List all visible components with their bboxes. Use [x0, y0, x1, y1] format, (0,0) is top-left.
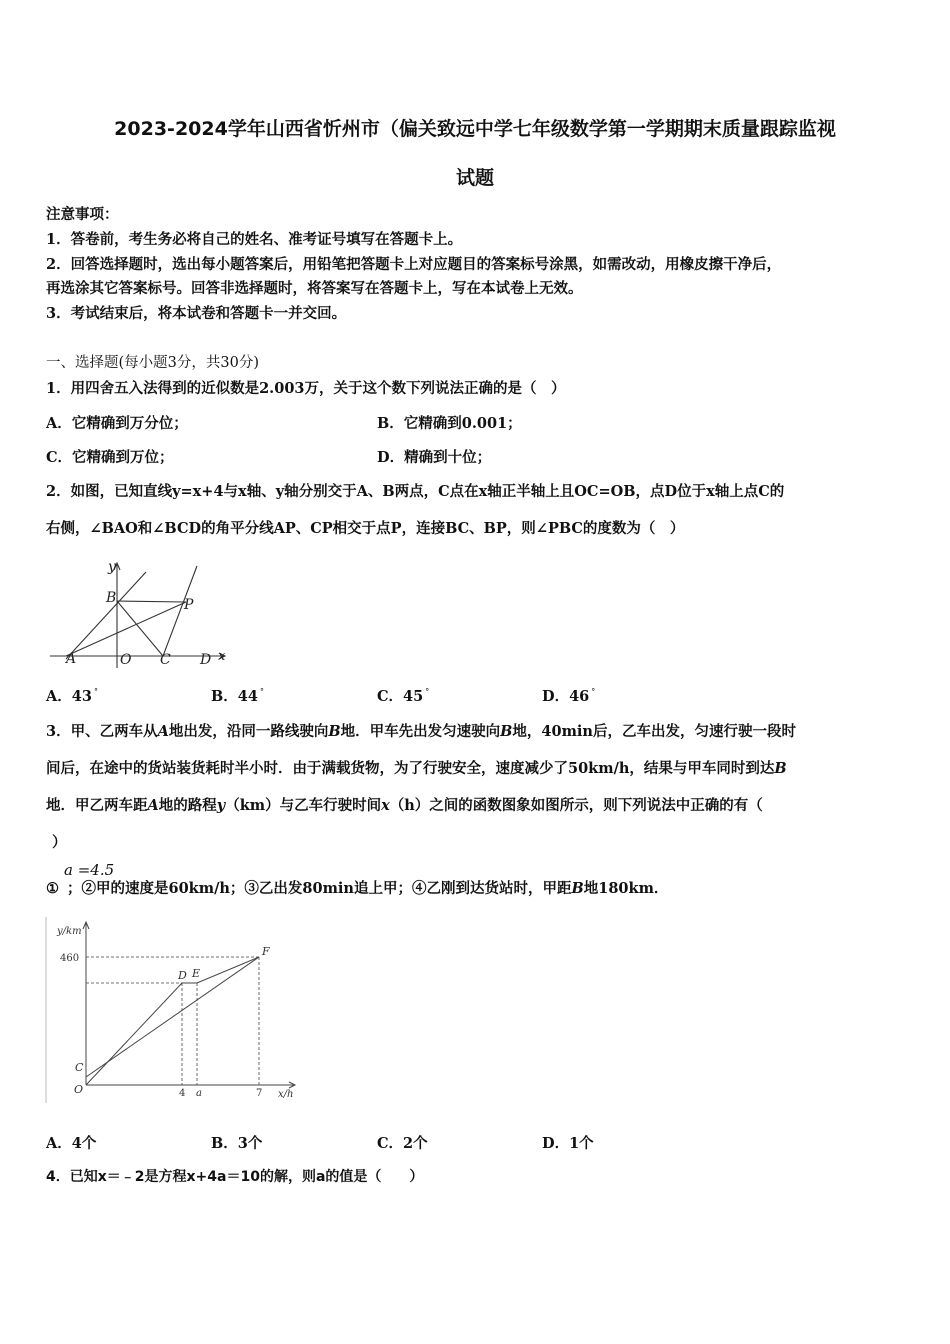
q2-label-a: A: [66, 651, 77, 667]
q2-option-a: A．43 °: [46, 687, 98, 705]
q2-option-d: D．46 °: [542, 687, 596, 705]
q2-stem-cont: 右侧，∠BAO和∠BCD的角平分线AP、CP相交于点P，连接BC、BP，则∠PBC的度数为（ ）: [46, 520, 685, 537]
q3-statements: ① ；②甲的速度是60km/h；③乙出发80min追上甲；④乙刚到达货站时，甲距B地180km．: [46, 880, 669, 897]
q2-segment-ap: [66, 602, 186, 656]
q2-label-o: O: [120, 652, 132, 668]
q2-line-ab: [66, 572, 146, 659]
q2-label-p: P: [184, 597, 194, 613]
page-title: 2023-2024学年山西省忻州市（偏关致远中学七年级数学第一学期期末质量跟踪监视: [114, 118, 836, 140]
q3-label-e: E: [192, 967, 201, 980]
q3-label-d: D: [178, 969, 187, 982]
degree-mark: °: [591, 687, 596, 696]
degree-mark: °: [259, 687, 264, 696]
q1-stem: 1．用四舍五入法得到的近似数是2.003万，关于这个数下列说法正确的是（ ）: [46, 380, 566, 397]
notice-item-3: 3．考试结束后，将本试卷和答题卡一并交回。: [46, 305, 347, 322]
q2-segment-bp: [117, 601, 186, 602]
q2-stem: 2．如图，已知直线y=x+4与x轴、y轴分别交于A、B两点，C点在x轴正半轴上且OC=OB，点D位于x轴上点C的: [46, 483, 785, 500]
q3-option-a: A．4个: [46, 1135, 97, 1152]
q3-option-d: D．1个: [542, 1135, 594, 1152]
q3-label-f: F: [262, 945, 270, 958]
notice-item-2-cont: 再选涂其它答案标号。回答非选择题时，将答案写在答题卡上，写在本试卷上无效。: [46, 280, 583, 297]
q3-stem-line-2: 间后，在途中的货站装货耗时半小时．由于满载货物，为了行驶安全，速度减少了50km/h，结果与甲车同时到达B: [46, 760, 787, 777]
q2-figure: [46, 556, 236, 671]
q3-tick-a: a: [196, 1088, 202, 1099]
notice-item-2: 2．回答选择题时，选出每小题答案后，用铅笔把答题卡上对应题目的答案标号涂黑，如需改动，用橡皮擦干净后，: [46, 256, 782, 273]
page-title-cont: 试题: [455, 167, 494, 189]
q3-line-yi: [86, 957, 259, 1085]
q3-formula: a =4.5: [64, 861, 115, 879]
q3-tick-4: 4: [179, 1088, 186, 1099]
q1-option-a: A．它精确到万分位；: [46, 415, 188, 432]
q3-tick-7: 7: [256, 1088, 263, 1099]
q3-label-c: C: [75, 1061, 84, 1074]
q3-line-jia: [86, 957, 259, 1077]
q2-segment-bc: [117, 601, 163, 656]
q2-option-b: B．44 °: [211, 687, 264, 705]
q2-label-c: C: [160, 652, 171, 668]
q2-label-x: x: [218, 649, 226, 664]
q2-option-c: C．45 °: [377, 687, 430, 705]
q3-label-y: y/km: [57, 926, 82, 937]
q3-tick-460: 460: [60, 953, 80, 964]
notice-heading: 注意事项：: [46, 206, 119, 223]
section-heading: 一、选择题(每小题3分，共30分): [46, 355, 259, 371]
q2-label-d: D: [200, 652, 212, 668]
q1-option-c: C．它精确到万位；: [46, 449, 174, 466]
degree-mark: °: [93, 687, 98, 696]
q3-option-b: B．3个: [211, 1135, 263, 1152]
q3-stem-line-4: ）: [52, 834, 67, 851]
q3-figure: [44, 915, 304, 1110]
degree-mark: °: [425, 687, 430, 696]
q3-stem-line-1: 3．甲、乙两车从A地出发，沿同一路线驶向B地．甲车先出发匀速驶向B地，40min后，乙车出发，匀速行驶一段时: [46, 723, 796, 740]
q3-label-x: x/h: [278, 1089, 294, 1100]
q1-option-b: B．它精确到0.001；: [377, 415, 522, 432]
notice-item-1: 1．答卷前，考生务必将自己的姓名、准考证号填写在答题卡上。: [46, 231, 463, 248]
q2-label-b: B: [106, 590, 117, 606]
q4-stem: 4．已知x＝﹣2是方程x+4a＝10的解，则a的值是（ ）: [46, 1169, 424, 1185]
q3-option-c: C．2个: [377, 1135, 428, 1152]
q3-stem-line-3: 地．甲乙两车距A地的路程y（km）与乙车行驶时间x（h）之间的函数图象如图所示，则下列说法中正确的有（: [46, 797, 763, 814]
q2-label-y: y: [108, 559, 116, 575]
q1-option-d: D．精确到十位；: [377, 449, 492, 466]
q3-label-o: O: [74, 1083, 84, 1096]
